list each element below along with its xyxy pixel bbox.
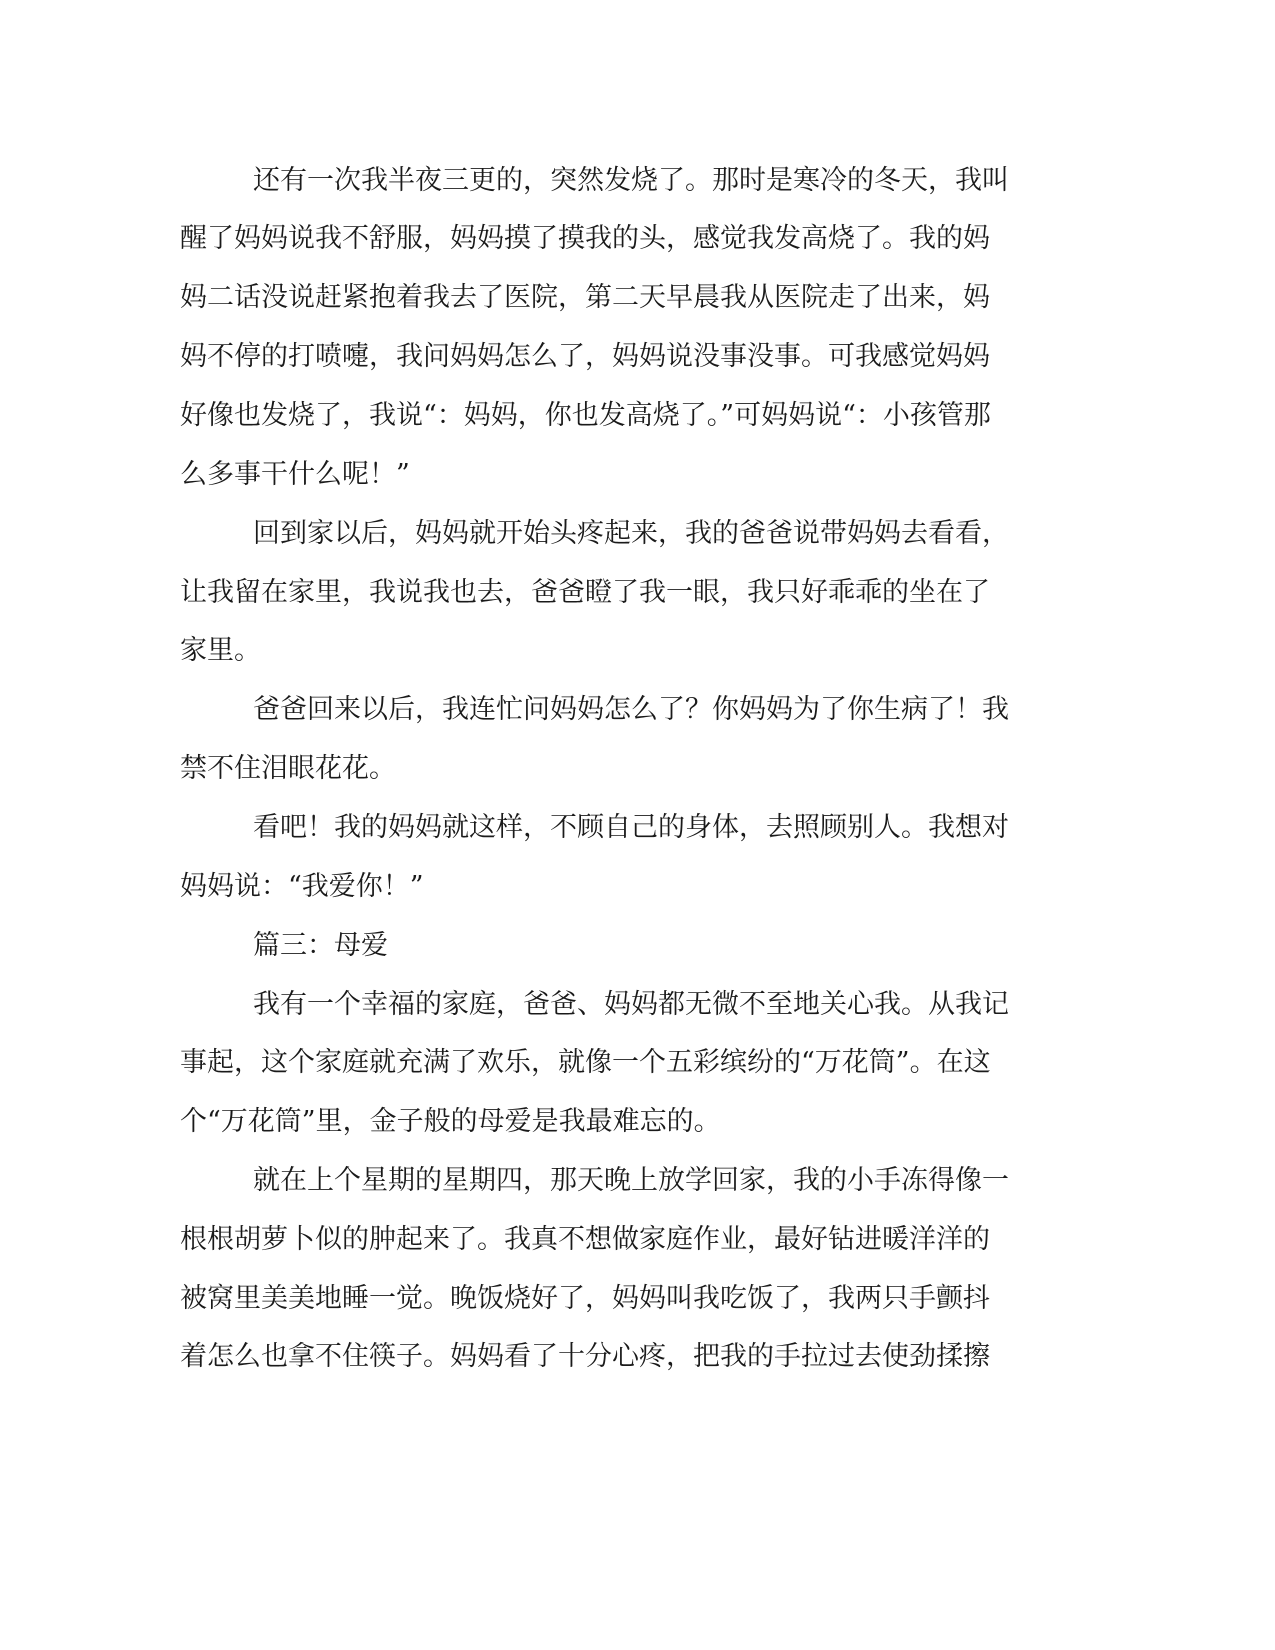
paragraph-5-line-2: 事起，这个家庭就充满了欢乐，就像一个五彩缤纷的“万花筒”。在这	[180, 1047, 991, 1078]
paragraph-3-line-1: 爸爸回来以后，我连忙问妈妈怎么了？你妈妈为了你生病了！我	[253, 694, 1009, 725]
paragraph-5-line-1: 我有一个幸福的家庭，爸爸、妈妈都无微不至地关心我。从我记	[253, 989, 1009, 1020]
paragraph-1-line-1: 还有一次我半夜三更的，突然发烧了。那时是寒冷的冬天，我叫	[253, 165, 1009, 196]
section-heading: 篇三：母爱	[253, 930, 388, 961]
paragraph-1-line-2: 醒了妈妈说我不舒服，妈妈摸了摸我的头，感觉我发高烧了。我的妈	[180, 223, 990, 254]
paragraph-3-line-2: 禁不住泪眼花花。	[180, 753, 396, 784]
paragraph-6-line-4: 着怎么也拿不住筷子。妈妈看了十分心疼，把我的手拉过去使劲揉擦	[180, 1341, 990, 1372]
paragraph-1-line-4: 妈不停的打喷嚏，我问妈妈怎么了，妈妈说没事没事。可我感觉妈妈	[180, 341, 990, 372]
paragraph-6-line-1: 就在上个星期的星期四，那天晚上放学回家，我的小手冻得像一	[253, 1165, 1009, 1196]
paragraph-2-line-2: 让我留在家里，我说我也去，爸爸瞪了我一眼，我只好乖乖的坐在了	[180, 577, 990, 608]
paragraph-1-line-3: 妈二话没说赶紧抱着我去了医院，第二天早晨我从医院走了出来，妈	[180, 282, 990, 313]
paragraph-5-line-3: 个“万花筒”里，金子般的母爱是我最难忘的。	[180, 1106, 721, 1137]
paragraph-4-line-2: 妈妈说：“我爱你！”	[180, 871, 424, 902]
paragraph-1-line-6: 么多事干什么呢！”	[180, 459, 410, 490]
paragraph-2-line-1: 回到家以后，妈妈就开始头疼起来，我的爸爸说带妈妈去看看，	[253, 518, 1009, 549]
paragraph-6-line-3: 被窝里美美地睡一觉。晚饭烧好了，妈妈叫我吃饭了，我两只手颤抖	[180, 1283, 990, 1314]
paragraph-1-line-5: 好像也发烧了，我说“：妈妈，你也发高烧了。”可妈妈说“：小孩管那	[180, 400, 991, 431]
paragraph-6-line-2: 根根胡萝卜似的肿起来了。我真不想做家庭作业，最好钻进暖洋洋的	[180, 1224, 990, 1255]
paragraph-4-line-1: 看吧！我的妈妈就这样，不顾自己的身体，去照顾别人。我想对	[253, 812, 1009, 843]
paragraph-2-line-3: 家里。	[180, 635, 261, 666]
